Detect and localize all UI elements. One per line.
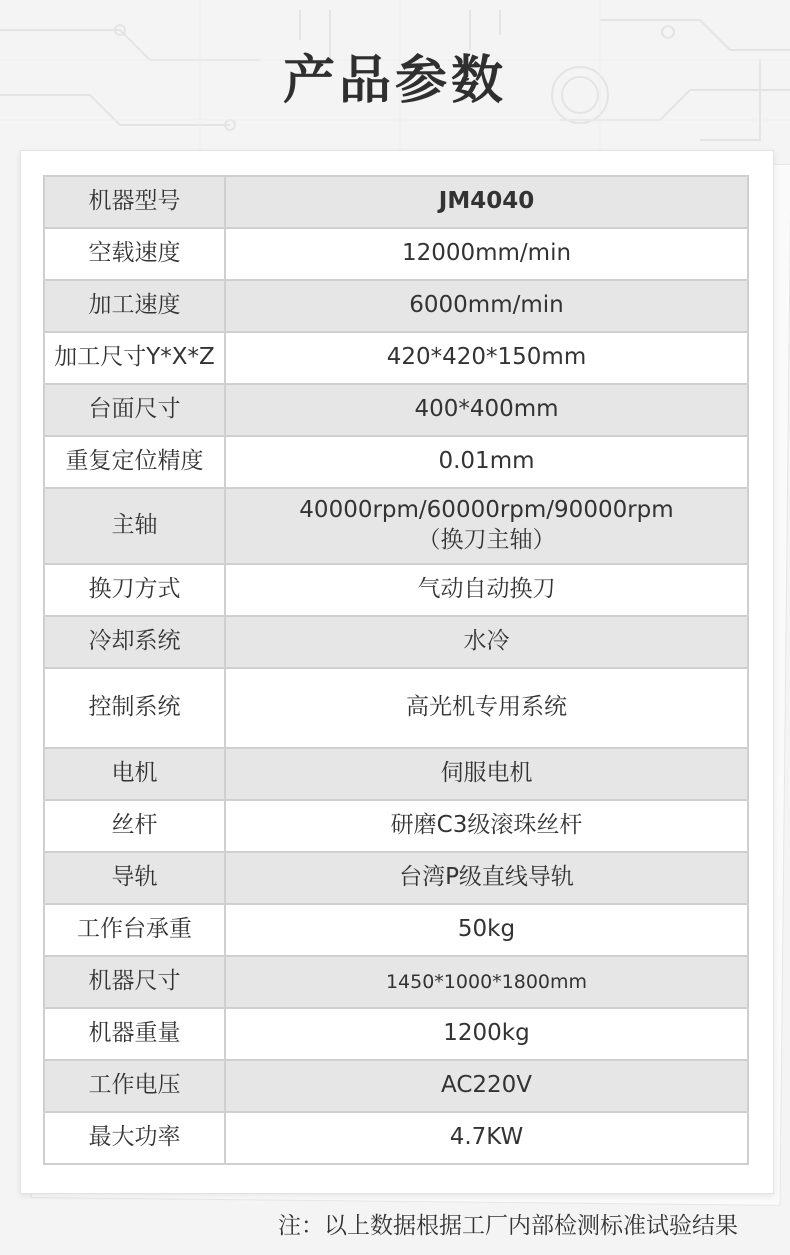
spec-label: 加工尺寸Y*X*Z [44, 332, 225, 384]
spec-label: 工作台承重 [44, 904, 225, 956]
table-row [44, 616, 748, 668]
spec-value-line: （换刀主轴） [417, 527, 556, 553]
spec-label: 换刀方式 [44, 564, 225, 616]
spec-value: 12000mm/min [225, 228, 748, 280]
spec-value: 研磨C3级滚珠丝杆 [225, 800, 748, 852]
spec-value: 1200kg [225, 1008, 748, 1060]
spec-label: 机器型号 [44, 176, 225, 228]
spec-label: 导轨 [44, 852, 225, 904]
table-row [44, 332, 748, 384]
spec-label: 机器重量 [44, 1008, 225, 1060]
spec-table [43, 175, 749, 1165]
table-row [44, 228, 748, 280]
spec-label: 机器尺寸 [44, 956, 225, 1008]
spec-label: 控制系统 [44, 668, 225, 748]
spec-label: 工作电压 [44, 1060, 225, 1112]
spec-label: 加工速度 [44, 280, 225, 332]
table-row [44, 564, 748, 616]
table-row [44, 1112, 748, 1164]
table-row [44, 384, 748, 436]
spec-label: 重复定位精度 [44, 436, 225, 488]
table-row [44, 956, 748, 1008]
spec-value: 伺服电机 [225, 748, 748, 800]
table-row [44, 1008, 748, 1060]
spec-value: 4.7KW [225, 1112, 748, 1164]
spec-value: 0.01mm [225, 436, 748, 488]
spec-label: 空载速度 [44, 228, 225, 280]
spec-value: 高光机专用系统 [225, 668, 748, 748]
page-title: 产品参数 [282, 51, 507, 111]
spec-value: 台湾P级直线导轨 [225, 852, 748, 904]
spec-value: 420*420*150mm [225, 332, 748, 384]
spec-value: 1450*1000*1800mm [225, 956, 748, 1008]
table-row [44, 800, 748, 852]
table-row [44, 1060, 748, 1112]
spec-label: 冷却系统 [44, 616, 225, 668]
spec-value: 气动自动换刀 [225, 564, 748, 616]
spec-value: JM4040 [225, 176, 748, 228]
table-row [44, 668, 748, 748]
spec-label: 最大功率 [44, 1112, 225, 1164]
table-row [44, 280, 748, 332]
spec-label: 主轴 [44, 488, 225, 564]
spec-value [225, 488, 748, 564]
spec-value: AC220V [225, 1060, 748, 1112]
table-row [44, 488, 748, 564]
spec-label: 电机 [44, 748, 225, 800]
table-row [44, 904, 748, 956]
spec-label: 丝杆 [44, 800, 225, 852]
spec-value: 400*400mm [225, 384, 748, 436]
table-row [44, 748, 748, 800]
table-row [44, 176, 748, 228]
spec-label: 台面尺寸 [44, 384, 225, 436]
table-row [44, 436, 748, 488]
spec-value: 50kg [225, 904, 748, 956]
footnote: 注：以上数据根据工厂内部检测标准试验结果 [278, 1213, 738, 1239]
spec-value: 6000mm/min [225, 280, 748, 332]
spec-value-line: 40000rpm/60000rpm/90000rpm [299, 497, 674, 524]
table-row [44, 852, 748, 904]
spec-value: 水冷 [225, 616, 748, 668]
